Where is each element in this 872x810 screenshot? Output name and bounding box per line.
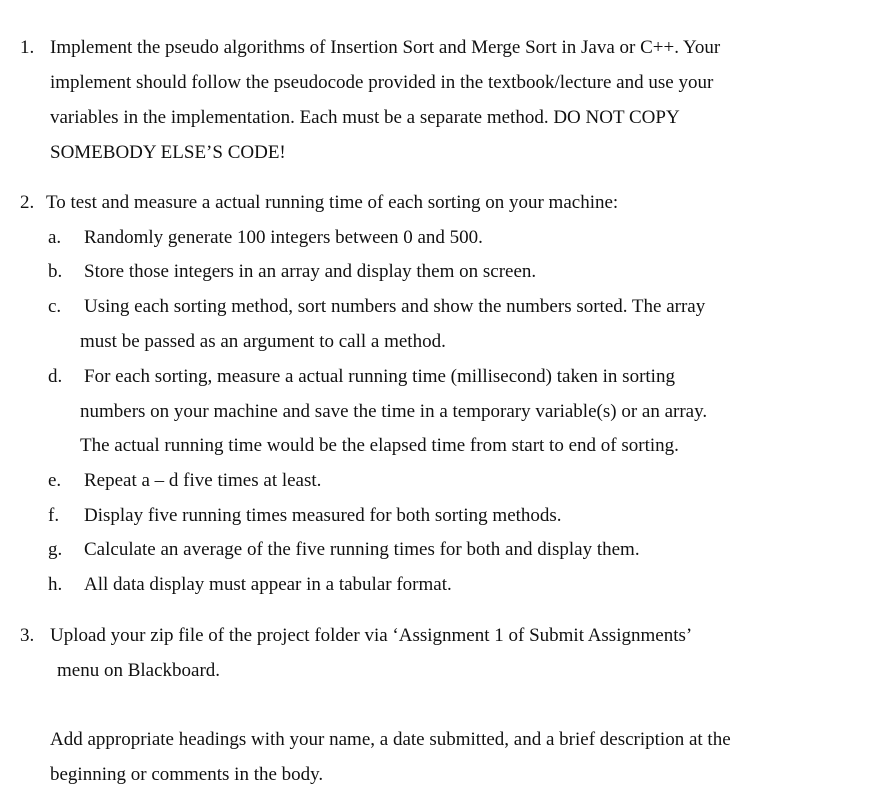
item-1-line-2: implement should follow the pseudocode provided in the textbook/lecture and use your — [50, 72, 714, 93]
subitem-e-letter: e. — [48, 470, 62, 491]
subitem-b-line-1: Store those integers in an array and display them on screen. — [84, 261, 537, 282]
subitem-a-letter: a. — [48, 227, 62, 248]
subitem-g-letter: g. — [48, 539, 63, 560]
item-1-line-4: SOMEBODY ELSE’S CODE! — [50, 142, 286, 163]
item-2-line-1: To test and measure a actual running time of each sorting on your machine: — [46, 192, 619, 213]
subitem-h-letter: h. — [48, 574, 63, 595]
subitem-c-line-2: must be passed as an argument to call a method. — [80, 331, 446, 352]
item-2-number: 2. — [20, 192, 35, 213]
item-1-line-1: Implement the pseudo algorithms of Insertion Sort and Merge Sort in Java or C++. Your — [50, 37, 721, 58]
subitem-h-line-1: All data display must appear in a tabular format. — [84, 574, 452, 595]
item-3-line-2: menu on Blackboard. — [57, 660, 221, 681]
subitem-c-line-1: Using each sorting method, sort numbers and show the numbers sorted. The array — [84, 296, 706, 317]
subitem-c-letter: c. — [48, 296, 62, 317]
item-1-number: 1. — [20, 37, 35, 58]
subitem-d-line-1: For each sorting, measure a actual running time (millisecond) taken in sorting — [84, 366, 675, 387]
subitem-d-letter: d. — [48, 366, 63, 387]
subitem-b-letter: b. — [48, 261, 63, 282]
subitem-g-line-1: Calculate an average of the five running times for both and display them. — [84, 539, 640, 560]
footer-line-2: beginning or comments in the body. — [50, 764, 324, 785]
subitem-a-line-1: Randomly generate 100 integers between 0 and 500. — [84, 227, 483, 248]
subitem-f-line-1: Display five running times measured for both sorting methods. — [84, 505, 562, 526]
item-1-line-3: variables in the implementation. Each must be a separate method. DO NOT COPY — [50, 107, 680, 128]
subitem-f-letter: f. — [48, 505, 60, 526]
subitem-e-line-1: Repeat a – d five times at least. — [84, 470, 322, 491]
subitem-d-line-3: The actual running time would be the elapsed time from start to end of sorting. — [80, 435, 679, 456]
item-3-number: 3. — [20, 625, 35, 646]
item-3-line-1: Upload your zip file of the project folder via ‘Assignment 1 of Submit Assignments’ — [50, 625, 693, 646]
subitem-d-line-2: numbers on your machine and save the time in a temporary variable(s) or an array. — [80, 401, 708, 422]
footer-line-1: Add appropriate headings with your name, a date submitted, and a brief description at the — [50, 729, 731, 750]
